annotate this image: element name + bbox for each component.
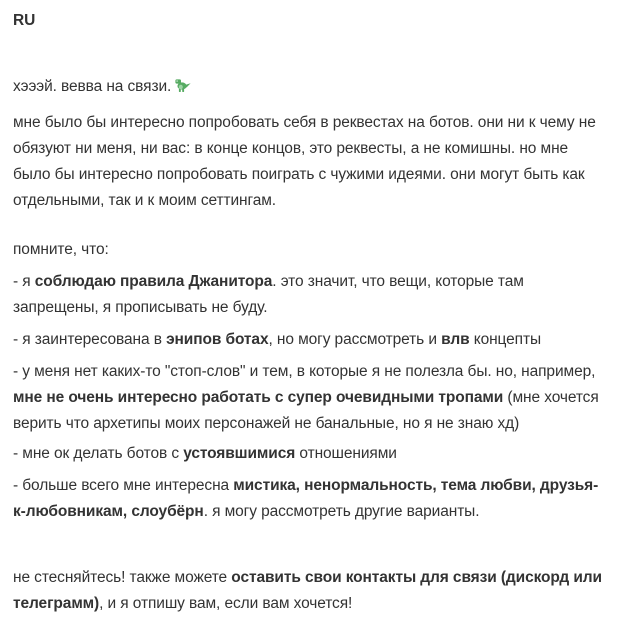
text-segment: не стесняйтесь! также можете: [13, 569, 232, 586]
text-segment-bold: мистика, ненормальность, тема любви, друзья-к-любовникам, слоубёрн: [13, 477, 599, 520]
dinosaur-emoji-icon: [174, 77, 191, 94]
text-segment-bold: оставить свои контакты для связи (дискорд или телеграмм): [13, 569, 602, 612]
text-segment: отношениями: [295, 445, 397, 462]
text-segment-bold: энипов ботах: [166, 331, 269, 348]
text-segment: - мне ок делать ботов с: [13, 445, 184, 462]
text-segment: , но могу рассмотреть и: [268, 331, 442, 348]
text-segment: - больше всего мне интересна: [13, 477, 234, 494]
outro-paragraph: [13, 565, 609, 617]
text-segment: - я: [13, 273, 35, 290]
bullet-favorite-themes: [13, 473, 609, 525]
intro-paragraph: мне было бы интересно попробовать себя в реквестах на ботов. они ни к чему не обязуют ни меня, ни вас: в конце концов, это реквесты, а не комишны. но мне было бы интересно попробовать поиграть с чужими идеями. они могут быть как отдельными, так и к моим сеттингам.: [13, 114, 596, 209]
text-segment-bold: влв: [441, 331, 470, 348]
text-segment: (мне хочется верить что архетипы моих персонажей не банальные, но я не знаю хд): [13, 389, 599, 432]
text-segment: - я заинтересована в: [13, 331, 167, 348]
text-segment-bold: мне не очень интересно работать с супер очевидными тропами: [13, 389, 504, 406]
text-segment-bold: соблюдаю правила Джанитора: [34, 273, 273, 290]
bullet-established-relationships: [13, 441, 609, 467]
bullet-stop-words: [13, 359, 609, 437]
text-segment: . я могу рассмотреть другие варианты.: [203, 503, 480, 520]
text-segment: , и я отпишу вам, если вам хочется!: [99, 595, 353, 612]
bullet-bot-types: [13, 327, 609, 353]
greeting-line: [13, 74, 609, 100]
text-segment: - у меня нет каких-то "стоп-слов" и тем, в которые я не полезла бы. но, например,: [13, 363, 596, 380]
greeting-text: хэээй. вевва на связи.: [13, 78, 172, 95]
language-label: RU: [13, 12, 36, 29]
remember-heading: помните, что:: [13, 241, 109, 258]
text-segment-bold: устоявшимися: [183, 445, 296, 462]
text-segment: . это значит, что вещи, которые там запрещены, я прописывать не буду.: [13, 273, 524, 316]
bullet-janitor-rules: [13, 269, 609, 321]
text-segment: концепты: [469, 331, 542, 348]
